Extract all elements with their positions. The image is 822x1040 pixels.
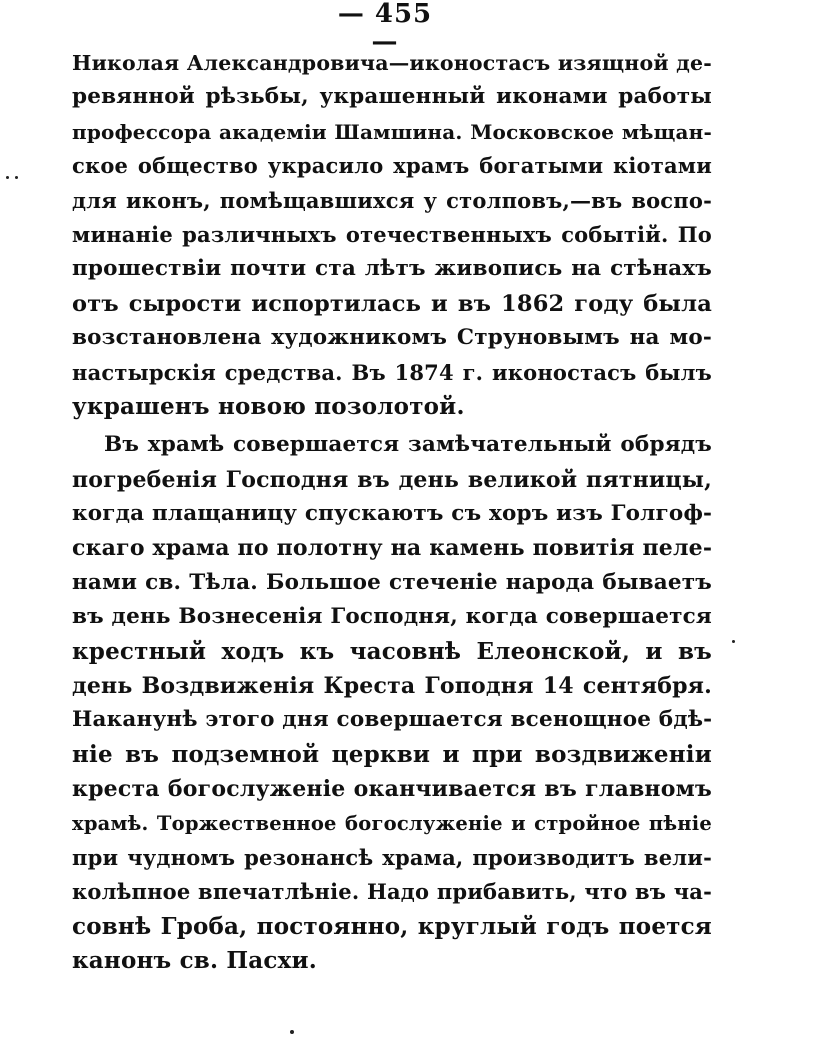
paragraph-1 (72, 46, 712, 424)
text-line: украшенъ новою позолотой. (72, 392, 465, 420)
text-line: прошествіи почти ста лѣтъ живопись на стѣнахъ (72, 256, 712, 282)
text-line: совнѣ Гроба, постоянно, круглый годъ поется (72, 912, 712, 940)
text-line: канонъ св. Пасхи. (72, 947, 317, 975)
text-line: когда плащаницу спускаютъ съ хоръ изъ Голгоф- (72, 501, 713, 527)
text-line: день Воздвиженія Креста Гоподня 14 сентября. (72, 673, 712, 700)
text-line: отъ сырости испортилась и въ 1862 году была (72, 290, 712, 317)
margin-speck (732, 640, 735, 643)
text-line: минаніе различныхъ отечественныхъ событій. По (72, 221, 712, 247)
margin-speck (290, 1030, 294, 1034)
text-line: Въ храмѣ совершается замѣчательный обрядъ (104, 432, 712, 458)
text-line: настырскія средства. Въ 1874 г. иконостасъ былъ (72, 359, 712, 385)
text-line: ніе въ подземной церкви и при воздвиженіи (72, 740, 712, 768)
margin-speck (15, 176, 18, 179)
text-line: ревянной рѣзьбы, украшенный иконами работы (72, 84, 712, 110)
text-line: погребенія Господня въ день великой пятницы, (72, 466, 712, 493)
text-line: креста богослуженіе оканчивается въ главномъ (72, 776, 712, 803)
text-line: крестный ходъ къ часовнѣ Елеонской, и въ (72, 637, 712, 665)
text-line: возстановлена художникомъ Струновымъ на мо- (72, 325, 712, 351)
text-line: въ день Вознесенія Господня, когда совершается (72, 604, 712, 630)
paragraph-2 (72, 428, 712, 978)
text-line: храмѣ. Торжественное богослуженіе и стройное пѣніе (72, 811, 712, 835)
text-line: при чудномъ резонансѣ храма, производитъ вели- (72, 844, 712, 870)
text-line: для иконъ, помѣщавшихся у столповъ,—въ воспо- (72, 187, 712, 213)
text-line: Наканунѣ этого дня совершается всенощное бдѣ- (72, 707, 713, 733)
text-line: колѣпное впечатлѣніе. Надо прибавить, что въ ча- (72, 879, 712, 905)
text-line: профессора академіи Шамшина. Московское мѣщан- (72, 119, 712, 144)
text-line: Николая Александровича—иконостасъ изящной де- (72, 51, 712, 75)
text-line: скаго храма по полотну на камень повитія пеле- (72, 535, 713, 562)
body-text (72, 46, 712, 979)
text-line: нами св. Тѣла. Большое стеченіе народа бываетъ (72, 569, 712, 595)
text-line: ское общество украсило храмъ богатыми кіотами (72, 153, 712, 179)
page-number: — 455 — (337, 0, 433, 57)
margin-speck (6, 176, 9, 179)
